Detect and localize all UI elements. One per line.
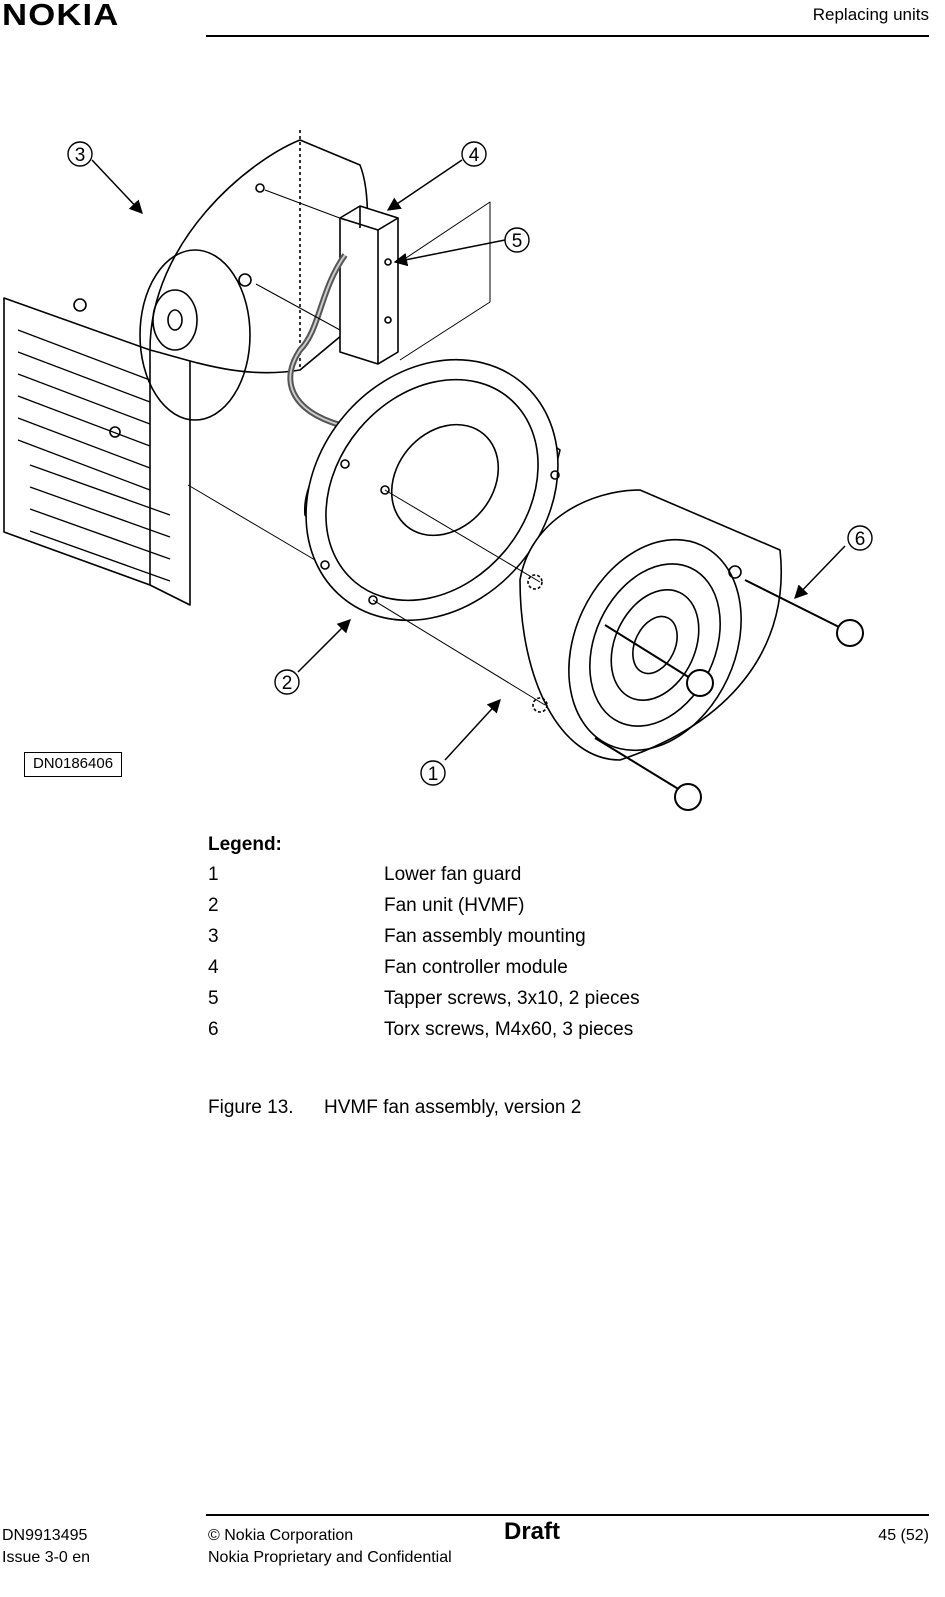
svg-text:5: 5 [511,231,523,252]
legend-item-number: 6 [208,1019,219,1040]
svg-text:6: 6 [854,529,866,550]
callout-2 [275,670,299,694]
legend-item-number: 5 [208,988,219,1009]
header-rule [206,35,929,37]
legend-item-text: Torx screws, M4x60, 3 pieces [384,1019,634,1040]
fan-assembly-illustration [0,120,945,820]
figure-id-label: DN0186406 [24,752,122,777]
fan-controller-module [340,206,398,364]
section-title: Replacing units [812,5,929,24]
callout-5 [505,228,529,252]
footer-confidential: Nokia Proprietary and Confidential [208,1549,452,1566]
legend-item-text: Tapper screws, 3x10, 2 pieces [384,988,640,1009]
callout-6 [848,526,872,550]
legend-item-number: 1 [208,864,219,885]
figure-caption-text: HVMF fan assembly, version 2 [324,1097,582,1118]
callout-3 [68,142,92,166]
svg-text:3: 3 [74,145,86,166]
legend-item-number: 4 [208,957,219,978]
legend-item [208,988,908,1019]
lower-fan-guard [520,490,781,779]
legend-item [208,895,908,926]
legend-item [208,926,908,957]
footer-page-number: 45 (52) [878,1527,929,1544]
legend-item-text: Fan controller module [384,957,568,978]
callout-1 [421,761,445,785]
legend-item-number: 2 [208,895,219,916]
legend-item [208,1019,908,1050]
figure-caption-number: Figure 13. [208,1097,294,1118]
svg-text:1: 1 [427,764,439,785]
footer-rule [206,1514,929,1516]
legend-item [208,864,908,895]
legend-item-text: Fan unit (HVMF) [384,895,525,916]
nokia-logo: NOKIA [2,0,120,32]
callout-4 [462,142,486,166]
footer-copyright: © Nokia Corporation [208,1527,354,1544]
legend-item-text: Lower fan guard [384,864,522,885]
draft-status: Draft [504,1518,561,1545]
legend-item-number: 3 [208,926,219,947]
legend-title: Legend: [208,834,282,855]
figure-caption [208,1097,581,1119]
legend-item-text: Fan assembly mounting [384,926,586,947]
svg-text:2: 2 [281,673,293,694]
svg-text:4: 4 [468,145,480,166]
footer-issue: Issue 3-0 en [2,1549,91,1566]
legend-list [208,864,908,1050]
footer-doc-id: DN9913495 [2,1527,88,1544]
legend-item [208,957,908,988]
